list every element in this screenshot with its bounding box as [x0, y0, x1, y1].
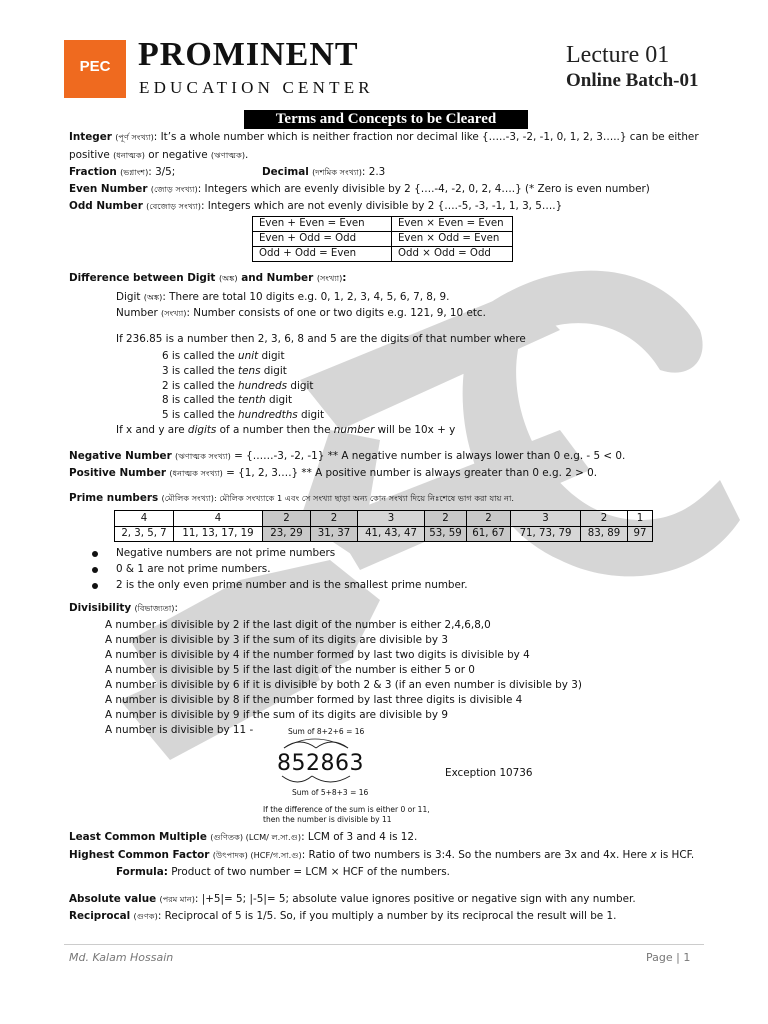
place-value-line: 8 is called the tenth digit: [162, 394, 293, 406]
bullet-icon: [92, 567, 98, 573]
place-value-line: 2 is called the hundreds digit: [162, 380, 314, 392]
divisibility-rule: A number is divisible by 2 if the last digit of the number is either 2,4,6,8,0: [105, 619, 491, 631]
even-odd-table: [252, 216, 513, 262]
digit-definition: Digit (অঙ্ক): There are total 10 digits e.g. 0, 1, 2, 3, 4, 5, 6, 7, 8, 9.: [116, 291, 450, 303]
number-definition: Number (সংখ্যা): Number consists of one or two digits e.g. 121, 9, 10 etc.: [116, 307, 486, 319]
page-number: Page | 1: [646, 951, 691, 964]
place-value-line: 5 is called the hundredths digit: [162, 409, 325, 421]
divisibility-rule: A number is divisible by 9 if the sum of its digits are divisible by 9: [105, 709, 448, 721]
footer-divider: [64, 944, 704, 945]
divisibility-rule: A number is divisible by 11 -: [105, 724, 254, 736]
divisibility-heading: Divisibility (বিভাজ্যতা):: [69, 602, 178, 614]
digit-example: If 236.85 is a number then 2, 3, 6, 8 and 5 are the digits of that number where: [116, 333, 526, 345]
brand-subtitle: EDUCATION CENTER: [139, 78, 374, 97]
absolute-value-line: Absolute value (পরম মান): |+5|= 5; |-5|= 5; absolute value ignores positive or negative sign with any number.: [69, 893, 636, 905]
table-row: 4 4 2 2 3 2 2 3 2 1: [115, 511, 653, 527]
reciprocal-line: Reciprocal (গুণক): Reciprocal of 5 is 1/5. So, if you multiply a number by its reciprocal the result will be 1.: [69, 910, 617, 922]
positive-number-line: Positive Number (ধনাত্মক সংখ্যা) = {1, 2, 3….} ** A positive number is always greater than 0 e.g. 2 > 0.: [69, 467, 598, 479]
odd-number-line: Odd Number (বেজোড় সংখ্যা): Integers which are not evenly divisible by 2 {….-5, -3, -1, 1, 3, 5….}: [69, 200, 563, 212]
brand-title: PROMINENT: [138, 36, 359, 73]
place-value-line: 6 is called the unit digit: [162, 350, 285, 362]
divisibility-rule: A number is divisible by 6 if it is divisible by both 2 & 3 (if an even number is divisible by 3): [105, 679, 582, 691]
divisibility-exception: Exception 10736: [445, 767, 533, 779]
decimal-line: Decimal (দশমিক সংখ্যা): 2.3: [262, 166, 386, 178]
footer-author: Md. Kalam Hossain: [69, 951, 174, 964]
lecture-label: Lecture 01: [566, 42, 670, 68]
fraction-line: Fraction (ভগ্নাংশ): 3/5;: [69, 166, 176, 178]
even-number-line: Even Number (জোড় সংখ্যা): Integers which are evenly divisible by 2 {….-4, -2, 0, 2, 4….} (* Zero is even number): [69, 183, 650, 195]
place-value-line: 3 is called the tens digit: [162, 365, 287, 377]
hcf-line: Highest Common Factor (উৎপাদক) (HCF/গ.সা.গু): Ratio of two numbers is 3:4. So the numbers are 3x and 4x. Here x is HCF.: [69, 849, 695, 861]
table-row: Even + Odd = Odd Even × Odd = Even: [253, 232, 513, 247]
formula-line: Formula: Product of two number = LCM × HCF of the numbers.: [116, 866, 450, 878]
list-item: Negative numbers are not prime numbers: [116, 547, 336, 559]
figure-number: 852863: [277, 751, 364, 776]
bullet-icon: [92, 583, 98, 589]
pec-logo: PEC: [64, 40, 126, 98]
table-row: 2, 3, 5, 7 11, 13, 17, 19 23, 29 31, 37 41, 43, 47 53, 59 61, 67 71, 73, 79 83, 89 97: [115, 527, 653, 542]
divisibility-rule: A number is divisible by 5 if the last digit of the number is either 5 or 0: [105, 664, 475, 676]
xy-number-line: If x and y are digits of a number then the number will be 10x + y: [116, 424, 456, 436]
batch-label: Online Batch-01: [566, 70, 699, 91]
divisibility-rule: A number is divisible by 8 if the number formed by last three digits is divisible 4: [105, 694, 523, 706]
section-banner: Terms and Concepts to be Cleared: [244, 110, 528, 129]
bullet-icon: [92, 551, 98, 557]
prime-table: [114, 510, 653, 542]
integer-line-2: positive (ধনাত্মক) or negative (ঋণাত্মক).: [69, 149, 249, 161]
table-row: Odd + Odd = Even Odd × Odd = Odd: [253, 247, 513, 262]
figure-sum-bottom: Sum of 5+8+3 = 16: [292, 788, 369, 797]
figure-note: then the number is divisible by 11: [263, 815, 392, 824]
list-item: 0 & 1 are not prime numbers.: [116, 563, 271, 575]
divisibility-rule: A number is divisible by 3 if the sum of its digits are divisible by 3: [105, 634, 448, 646]
table-row: Even + Even = Even Even × Even = Even: [253, 217, 513, 232]
negative-number-line: Negative Number (ঋণাত্মক সংখ্যা) = {……-3, -2, -1} ** A negative number is always lower than 0 e.g. - 5 < 0.: [69, 450, 626, 462]
digit-number-heading: Difference between Digit (অঙ্ক) and Number (সংখ্যা):: [69, 272, 347, 284]
divisibility-rule: A number is divisible by 4 if the number formed by last two digits is divisible by 4: [105, 649, 530, 661]
prime-heading: Prime numbers (মৌলিক সংখ্যা): মৌলিক সংখ্যাকে 1 এবং সে সংখ্যা ছাড়া অন্য কোন সংখ্যা দিয়ে নিঃশেষে ভাগ করা যায় না.: [69, 492, 514, 504]
lcm-line: Least Common Multiple (গুণিতক) (LCM/ ল.সা.গু): LCM of 3 and 4 is 12.: [69, 831, 418, 843]
figure-note: If the difference of the sum is either 0 or 11,: [263, 805, 430, 814]
integer-line: Integer (পূর্ণ সংখ্যা): It’s a whole number which is neither fraction nor decimal like {…..-3, -2, -1, 0, 1, 2, 3…..} can be either: [69, 131, 699, 143]
figure-sum-top: Sum of 8+2+6 = 16: [288, 727, 365, 736]
list-item: 2 is the only even prime number and is the smallest prime number.: [116, 579, 468, 591]
